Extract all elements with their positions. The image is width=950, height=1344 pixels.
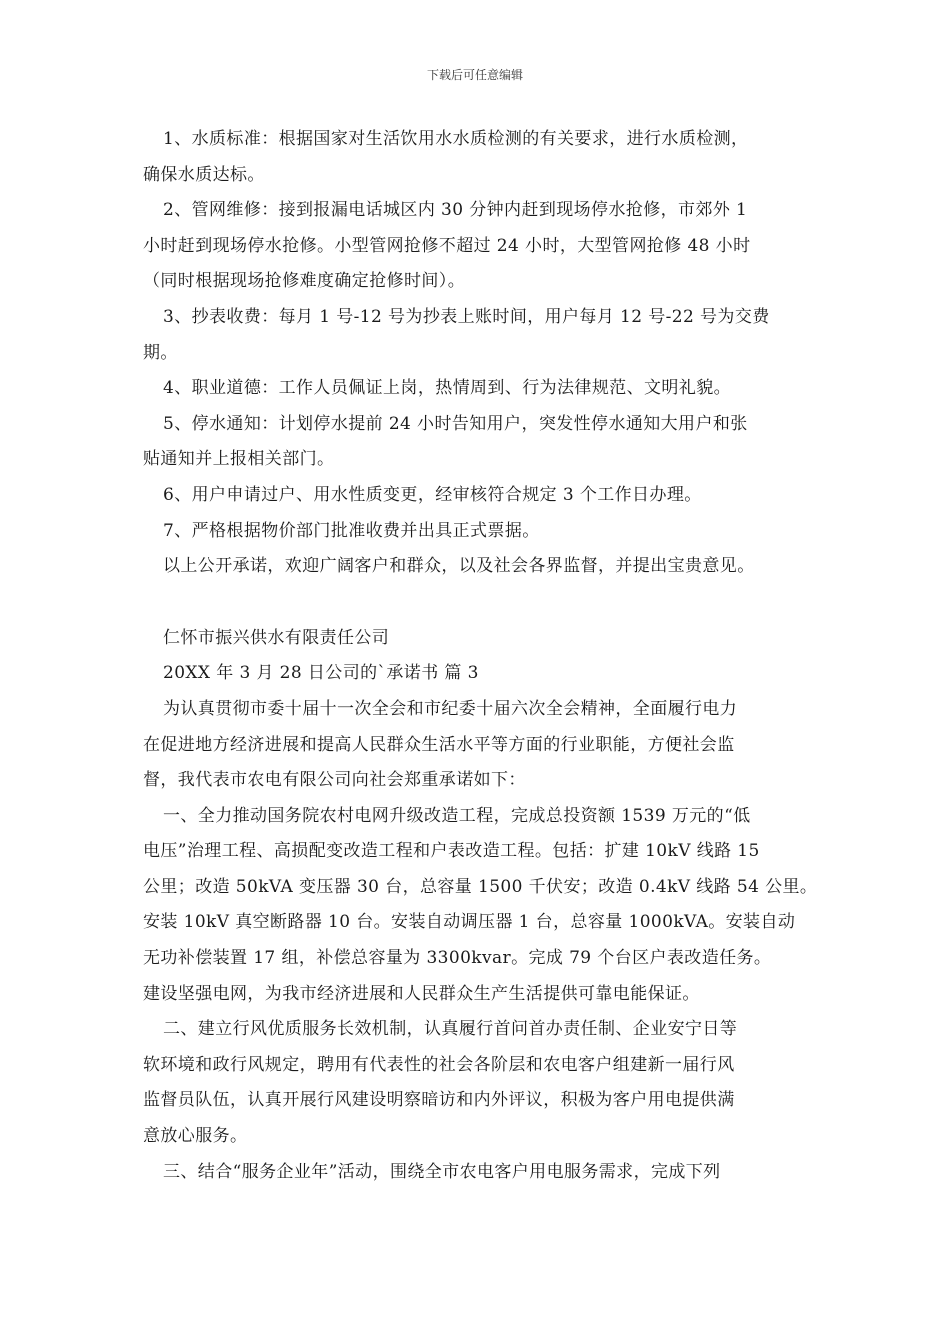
text-line: 3、抄表收费：每月 1 号-12 号为抄表上账时间，用户每月 12 号-22 号为交费 [163, 306, 770, 327]
text-line: 6、用户申请过户、用水性质变更，经审核符合规定 3 个工作日办理。 [163, 484, 702, 505]
text-line: 以上公开承诺，欢迎广阔客户和群众，以及社会各界监督，并提出宝贵意见。 [163, 556, 755, 577]
text-line: 三、结合“服务企业年”活动，围绕全市农电客户用电服务需求，完成下列 [163, 1161, 721, 1182]
text-line: 在促进地方经济进展和提高人民群众生活水平等方面的行业职能，方便社会监 [143, 734, 735, 755]
text-line: 期。 [143, 342, 178, 363]
text-line: 小时赶到现场停水抢修。小型管网抢修不超过 24 小时，大型管网抢修 48 小时 [143, 235, 751, 256]
text-line: 电压”治理工程、高损配变改造工程和户表改造工程。包括：扩建 10kV 线路 15 [143, 841, 760, 862]
text-line: （同时根据现场抢修难度确定抢修时间）。 [143, 271, 466, 292]
text-line: 公里；改造 50kVA 变压器 30 台，总容量 1500 千伏安；改造 0.4kV 线路 54 公里。 [143, 876, 818, 897]
text-line: 二、建立行风优质服务长效机制，认真履行首问首办责任制、企业安宁日等 [163, 1019, 738, 1040]
text-line: 软环境和政行风规定，聘用有代表性的社会各阶层和农电客户组建新一届行风 [143, 1054, 735, 1075]
document-body [143, 122, 818, 1190]
text-line: 无功补偿装置 17 组，补偿总容量为 3300kvar。完成 79 个台区户表改造任务。 [143, 948, 772, 969]
text-line: 督，我代表市农电有限公司向社会郑重承诺如下： [143, 770, 526, 791]
text-line: 贴通知并上报相关部门。 [143, 449, 335, 470]
section-heading: 20XX 年 3 月 28 日公司的`承诺书 篇 3 [163, 663, 479, 684]
text-line: 安装 10kV 真空断路器 10 台。安装自动调压器 1 台，总容量 1000kVA。安装自动 [143, 912, 796, 933]
text-line: 一、全力推动国务院农村电网升级改造工程，完成总投资额 1539 万元的“低 [163, 805, 751, 826]
text-line: 2、管网维修：接到报漏电话城区内 30 分钟内赶到现场停水抢修，市郊外 1 [163, 200, 748, 221]
text-line: 1、水质标准：根据国家对生活饮用水水质检测的有关要求，进行水质检测， [163, 129, 749, 149]
text-line: 监督员队伍，认真开展行风建设明察暗访和内外评议，积极为客户用电提供满 [143, 1090, 735, 1111]
text-line: 5、停水通知：计划停水提前 24 小时告知用户，突发性停水通知大用户和张 [163, 413, 748, 434]
text-line: 确保水质达标。 [143, 164, 265, 185]
text-line: 7、严格根据物价部门批准收费并出具正式票据。 [163, 520, 540, 541]
page-header-note: 下载后可任意编辑 [426, 68, 523, 82]
text-line: 建设坚强电网，为我市经济进展和人民群众生产生活提供可靠电能保证。 [143, 983, 700, 1004]
paragraph-gap [143, 585, 813, 621]
text-line: 4、职业道德：工作人员佩证上岗，热情周到、行为法律规范、文明礼貌。 [163, 378, 732, 399]
company-name: 仁怀市振兴供水有限责任公司 [163, 627, 390, 648]
text-line: 为认真贯彻市委十届十一次全会和市纪委十届六次全会精神，全面履行电力 [163, 698, 738, 719]
text-line: 意放心服务。 [143, 1126, 248, 1147]
